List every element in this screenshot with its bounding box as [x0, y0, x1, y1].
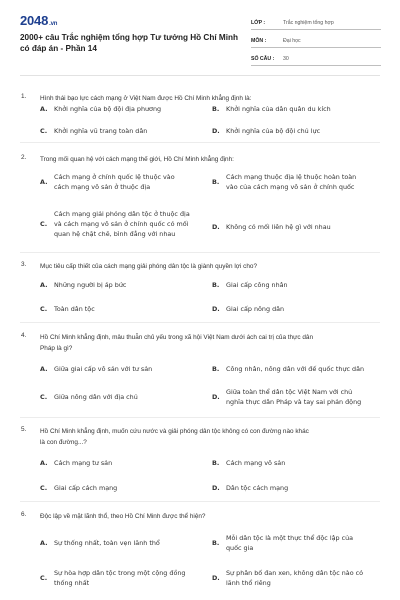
option-d[interactable]: D. Khởi nghĩa của bộ đội chủ lực	[212, 127, 321, 135]
question-number: 2.	[21, 154, 27, 161]
option-a[interactable]: A. Những người bị áp bức	[40, 281, 127, 289]
question-separator	[20, 322, 380, 323]
option-text: Sự hòa hợp dân tộc trong một cộng đồng thống nhất	[54, 569, 186, 587]
option-text: Giữa nông dân với địa chủ	[54, 393, 138, 401]
option-b[interactable]: B. Mỗi dân tộc là một thực thể độc lập của quốc gia	[212, 534, 354, 552]
question-separator	[20, 501, 380, 502]
question-number: 4.	[21, 332, 27, 339]
option-a[interactable]: A. Khởi nghĩa của bộ đội địa phương	[40, 105, 162, 113]
option-text: Cách mạng ở chính quốc lệ thuộc vào cách mạng vô sản ở thuộc địa	[54, 173, 175, 191]
meta-subject-row	[251, 30, 381, 48]
option-text: Cách mạng giải phóng dân tộc ở thuộc địa và cách mạng vô sản ở chính quốc có mối quan hệ chặt chẽ, bình đẳng với nhau	[54, 210, 190, 238]
meta-count-row	[251, 48, 381, 66]
question-text: Hồ Chí Minh khẳng định, mâu thuẫn chủ yếu trong xã hội Việt Nam dưới ách cai trị của thực dân Pháp là gì?	[40, 334, 314, 352]
option-b[interactable]: B. Cách mạng vô sản	[212, 459, 286, 467]
meta-value: 30	[283, 56, 289, 62]
option-text: Khởi nghĩa của dân quân du kích	[226, 105, 331, 113]
option-text: Giai cấp công nhân	[226, 281, 288, 289]
question-number: 1.	[21, 93, 27, 100]
header-divider	[20, 75, 380, 76]
option-text: Cách mạng vô sản	[226, 459, 286, 467]
question-text: Mục tiêu cấp thiết của cách mạng giải phóng dân tộc là giành quyền lợi cho?	[40, 263, 257, 270]
site-logo[interactable]: 2048.vn	[20, 13, 58, 28]
option-c[interactable]: C. Toàn dân tộc	[40, 305, 95, 313]
question-number: 6.	[21, 511, 27, 518]
meta-table	[251, 12, 381, 66]
option-text: Giai cấp nông dân	[226, 305, 285, 313]
option-text: Công nhân, nông dân với đế quốc thực dân	[226, 365, 365, 373]
option-d[interactable]: D. Giai cấp nông dân	[212, 305, 285, 313]
option-text: Cách mạng thuộc địa lệ thuộc hoàn toàn vào của cách mạng vô sản ở chính quốc	[226, 173, 357, 191]
option-text: Không có mối liên hệ gì với nhau	[226, 223, 331, 231]
option-text: Sự phân bố đan xen, không dân tộc nào có lãnh thổ riêng	[226, 569, 364, 587]
option-text: Giữa giai cấp vô sản với tư sản	[54, 365, 153, 373]
meta-value: Trắc nghiệm tổng hợp	[283, 20, 334, 26]
option-text: Những người bị áp bức	[54, 281, 127, 289]
option-d[interactable]: D. Sự phân bố đan xen, không dân tộc nào có lãnh thổ riêng	[212, 569, 364, 587]
question-text: Hồ Chí Minh khẳng định, muốn cứu nước và giải phóng dân tộc không có con đường nào khác là con đường...?	[40, 428, 309, 446]
option-text: Cách mạng tư sản	[54, 459, 113, 467]
option-a[interactable]: A. Cách mạng tư sản	[40, 459, 113, 467]
option-b[interactable]: B. Cách mạng thuộc địa lệ thuộc hoàn toàn vào của cách mạng vô sản ở chính quốc	[212, 173, 357, 191]
question-separator	[20, 142, 380, 143]
option-text: Khởi nghĩa của bộ đội chủ lực	[226, 127, 321, 135]
option-b[interactable]: B. Công nhân, nông dân với đế quốc thực dân	[212, 365, 365, 373]
meta-key: SỐ CÂU :	[251, 56, 275, 62]
option-text: Toàn dân tộc	[54, 305, 95, 313]
option-c[interactable]: C. Cách mạng giải phóng dân tộc ở thuộc địa và cách mạng vô sản ở chính quốc có mối quan hệ chặt chẽ, bình đẳng với nhau	[40, 210, 190, 238]
option-text: Mỗi dân tộc là một thực thể độc lập của quốc gia	[226, 534, 354, 552]
option-b[interactable]: B. Giai cấp công nhân	[212, 281, 288, 289]
document-title: 2000+ câu Trắc nghiệm tổng hợp Tư tưởng Hồ Chí Minh có đáp án - Phần 14	[20, 33, 238, 53]
option-text: Khởi nghĩa vũ trang toàn dân	[54, 127, 148, 135]
question-text: Độc lập về mặt lãnh thổ, theo Hồ Chí Minh được thể hiện?	[40, 513, 206, 520]
option-text: Dân tộc cách mạng	[226, 484, 289, 492]
option-d[interactable]: D. Dân tộc cách mạng	[212, 484, 289, 492]
option-text: Giai cấp cách mạng	[54, 484, 118, 492]
option-d[interactable]: D. Giữa toàn thể dân tộc Việt Nam với chủ nghĩa thực dân Pháp và tay sai phản động	[212, 388, 362, 406]
question-number: 5.	[21, 426, 27, 433]
meta-key: MÔN :	[251, 38, 267, 44]
option-c[interactable]: C. Sự hòa hợp dân tộc trong một cộng đồng thống nhất	[40, 569, 186, 587]
option-b[interactable]: B. Khởi nghĩa của dân quân du kích	[212, 105, 331, 113]
question-number: 3.	[21, 261, 27, 268]
meta-class-row	[251, 12, 381, 30]
option-text: Giữa toàn thể dân tộc Việt Nam với chủ nghĩa thực dân Pháp và tay sai phản động	[226, 388, 362, 406]
option-text: Khởi nghĩa của bộ đội địa phương	[54, 105, 162, 113]
option-text: Sự thống nhất, toàn vẹn lãnh thổ	[54, 539, 160, 547]
question-text: Trong mối quan hệ với cách mạng thế giới, Hồ Chí Minh khẳng định:	[40, 156, 234, 163]
meta-key: LỚP :	[251, 20, 266, 26]
question-text: Hình thái bạo lực cách mạng ở Việt Nam được Hồ Chí Minh khẳng định là:	[40, 95, 252, 102]
option-a[interactable]: A. Giữa giai cấp vô sản với tư sản	[40, 365, 153, 373]
page-header	[0, 0, 400, 66]
option-a[interactable]: A. Cách mạng ở chính quốc lệ thuộc vào cách mạng vô sản ở thuộc địa	[40, 173, 175, 191]
option-a[interactable]: A. Sự thống nhất, toàn vẹn lãnh thổ	[40, 539, 160, 547]
option-c[interactable]: C. Giữa nông dân với địa chủ	[40, 393, 138, 401]
option-c[interactable]: C. Khởi nghĩa vũ trang toàn dân	[40, 127, 148, 135]
meta-value: Đại học	[283, 38, 301, 44]
question-separator	[20, 417, 380, 418]
option-c[interactable]: C. Giai cấp cách mạng	[40, 484, 118, 492]
option-d[interactable]: D. Không có mối liên hệ gì với nhau	[212, 223, 331, 231]
question-separator	[20, 252, 380, 253]
